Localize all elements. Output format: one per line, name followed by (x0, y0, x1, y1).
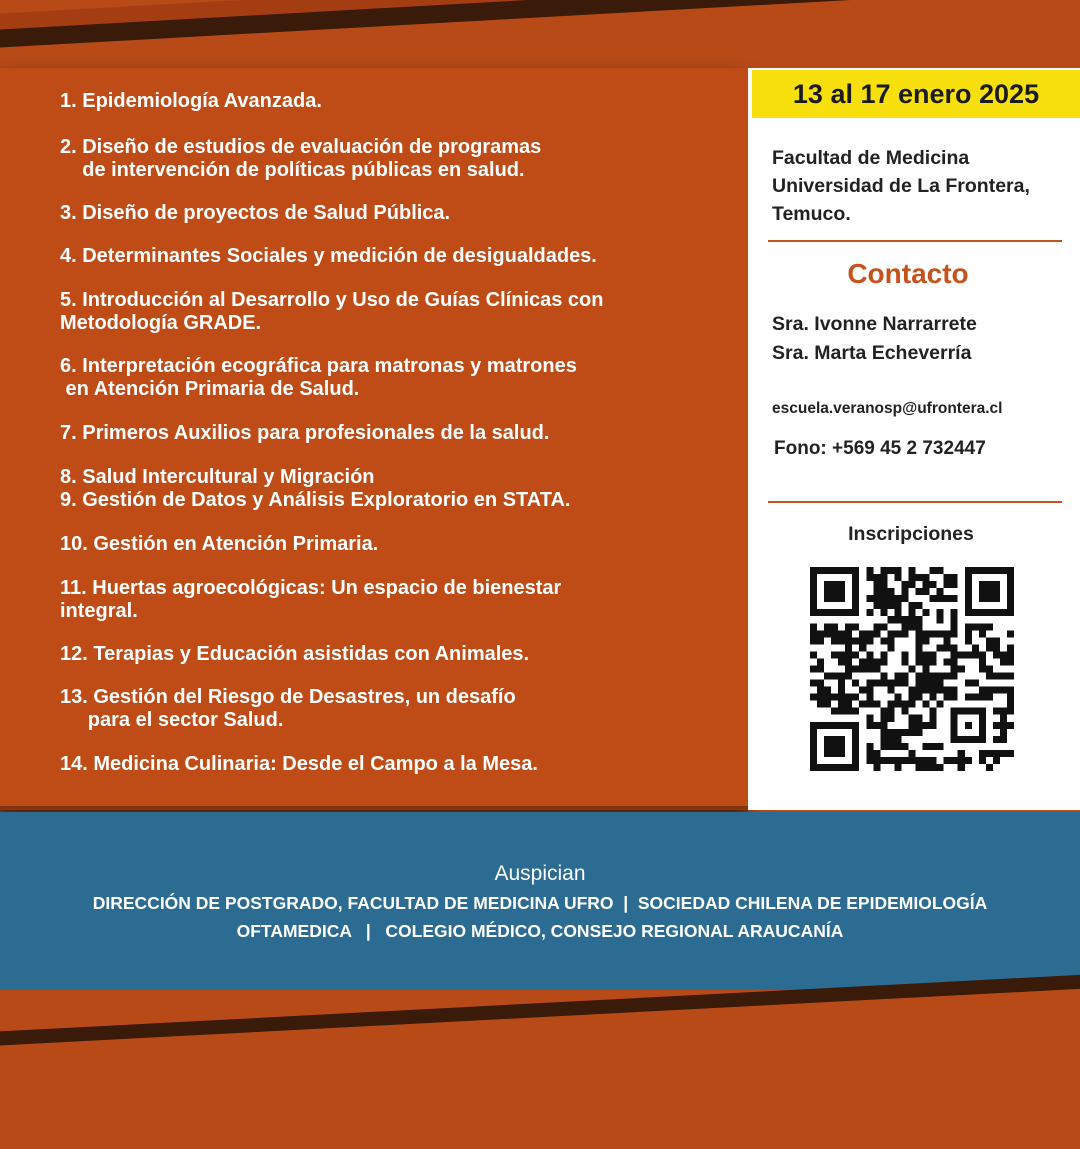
course-item: 4. Determinantes Sociales y medición de desigualdades. (60, 245, 597, 267)
course-item: 3. Diseño de proyectos de Salud Pública. (60, 202, 451, 224)
sponsors-line: OFTAMEDICA | COLEGIO MÉDICO, CONSEJO REGIONAL ARAUCANÍA (236, 921, 844, 941)
date-banner: 13 al 17 enero 2025 (752, 70, 1080, 118)
contact-heading: Contacto (847, 258, 969, 289)
course-item: 6. Interpretación ecográfica para matronas y matrones en Atención Primaria de Salud. (60, 355, 577, 400)
contact-phone[interactable]: Fono: +569 45 2 732447 (774, 438, 986, 459)
faculty-line: Universidad de La Frontera, (772, 175, 1030, 197)
divider (768, 501, 1062, 503)
faculty-info (772, 144, 1072, 228)
sponsors-line: DIRECCIÓN DE POSTGRADO, FACULTAD DE MEDICINA UFRO | SOCIEDAD CHILENA DE EPIDEMIOLOGÍA (92, 893, 988, 913)
course-item: 5. Introducción al Desarrollo y Uso de Guías Clínicas con Metodología GRADE. (60, 289, 604, 334)
contact-person: Sra. Ivonne Narrarrete (772, 313, 977, 335)
contact-names (772, 310, 1072, 368)
course-item: 12. Terapias y Educación asistidas con Animales. (60, 643, 530, 665)
divider (768, 240, 1062, 242)
bottom-stripe-band (0, 975, 1080, 1148)
course-item: 14. Medicina Culinaria: Desde el Campo a la Mesa. (60, 753, 538, 775)
faculty-line: Temuco. (772, 203, 851, 225)
course-item: 10. Gestión en Atención Primaria. (60, 533, 379, 555)
course-item: 13. Gestión del Riesgo de Desastres, un desafío para el sector Salud. (60, 686, 516, 731)
faculty-line: Facultad de Medicina (772, 147, 970, 169)
course-item: 2. Diseño de estudios de evaluación de programas de intervención de políticas públicas en salud. (60, 136, 542, 181)
course-item: 7. Primeros Auxilios para profesionales de la salud. (60, 422, 550, 444)
course-item: 1. Epidemiología Avanzada. (60, 90, 322, 112)
course-item: 11. Huertas agroecológicas: Un espacio de bienestar integral. (60, 577, 562, 622)
registration-qr-code[interactable] (810, 567, 1014, 771)
course-item: 8. Salud Intercultural y Migración 9. Gestión de Datos y Análisis Exploratorio en STATA. (60, 466, 571, 511)
contact-person: Sra. Marta Echeverría (772, 342, 972, 364)
contact-email[interactable]: escuela.veranosp@ufrontera.cl (772, 400, 1003, 417)
registration-heading: Inscripciones (848, 523, 974, 545)
sponsors-heading: Auspician (494, 862, 586, 885)
